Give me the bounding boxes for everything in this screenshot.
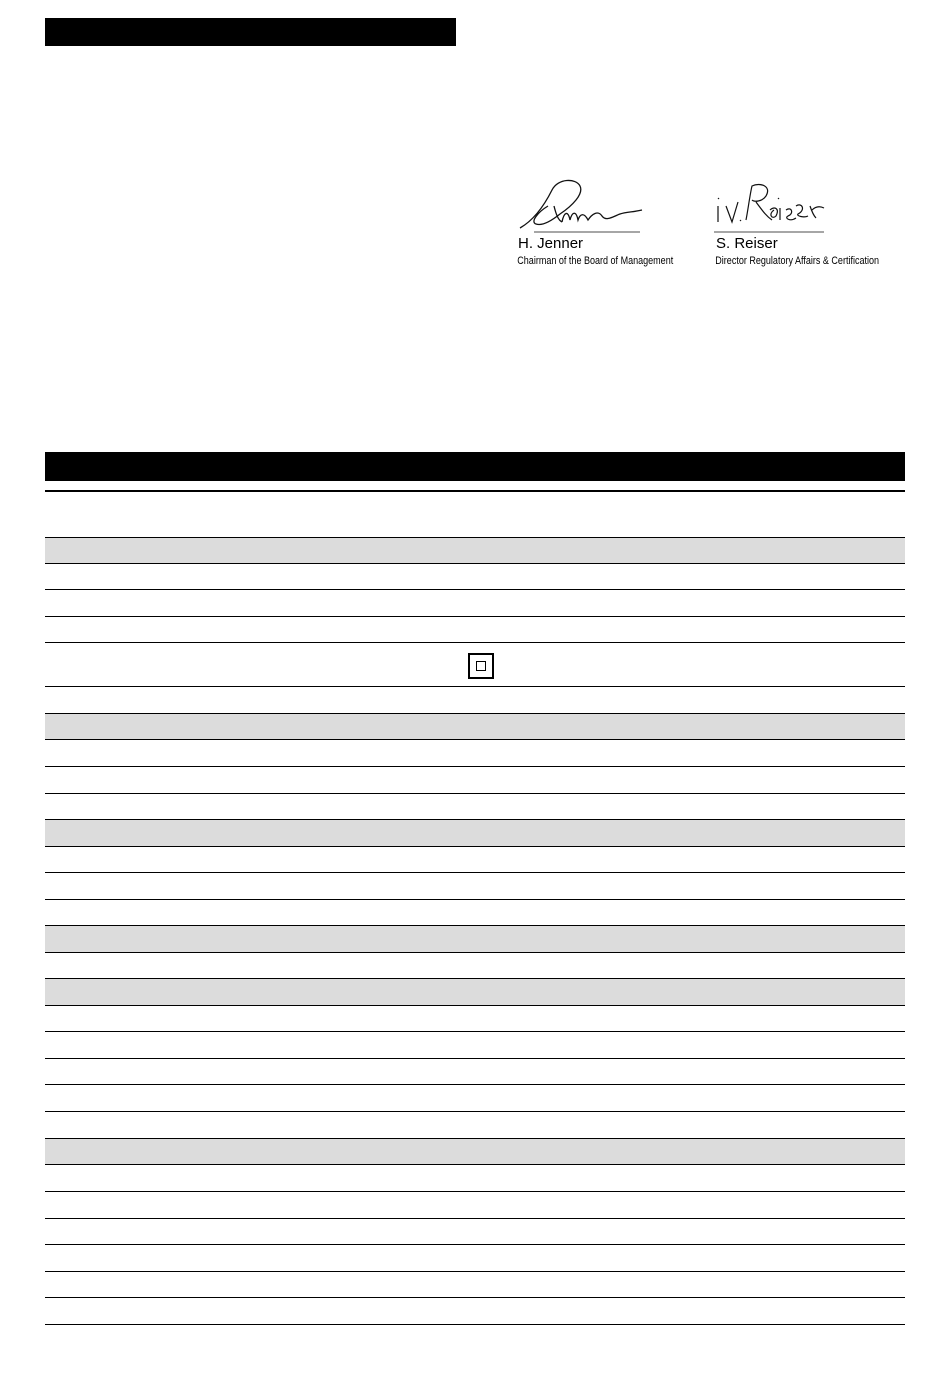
table-row: [45, 564, 905, 590]
section-header-bar: [45, 18, 456, 46]
signature-block-jenner: [514, 176, 684, 268]
table-rows: [45, 490, 905, 1325]
signature-block-reiser: [712, 176, 902, 268]
table-row: [45, 820, 905, 847]
table-row: [45, 1245, 905, 1272]
signature-name: H. Jenner: [518, 235, 584, 252]
table-row: [45, 492, 905, 538]
table-row: [45, 1032, 905, 1059]
signature-title: Chairman of the Board of Management: [517, 255, 674, 267]
table-row: [45, 900, 905, 926]
signature-reiser-image: [712, 176, 832, 234]
table-row: [45, 643, 905, 687]
table-header-bar: [45, 452, 905, 481]
specification-table: [45, 452, 905, 1325]
table-row: [45, 617, 905, 643]
table-row: [45, 1112, 905, 1139]
table-row: [45, 979, 905, 1006]
table-row: [45, 1059, 905, 1085]
table-row: [45, 714, 905, 740]
table-row: [45, 1298, 905, 1325]
table-row: [45, 1272, 905, 1298]
table-row: [45, 926, 905, 953]
signature-name: S. Reiser: [716, 235, 778, 252]
table-row: [45, 590, 905, 617]
table-row: [45, 1219, 905, 1245]
table-row: [45, 1165, 905, 1192]
table-row: [45, 1085, 905, 1112]
signature-jenner-image: [514, 176, 654, 234]
table-row: [45, 538, 905, 564]
table-row: [45, 794, 905, 820]
double-insulation-icon: [468, 653, 494, 679]
table-row: [45, 687, 905, 714]
table-row: [45, 767, 905, 794]
signature-title: Director Regulatory Affairs & Certification: [715, 255, 880, 267]
table-row: [45, 1192, 905, 1219]
table-row: [45, 873, 905, 900]
table-row: [45, 953, 905, 979]
table-row: [45, 740, 905, 767]
table-row: [45, 1006, 905, 1032]
table-row: [45, 1139, 905, 1165]
table-row: [45, 847, 905, 873]
